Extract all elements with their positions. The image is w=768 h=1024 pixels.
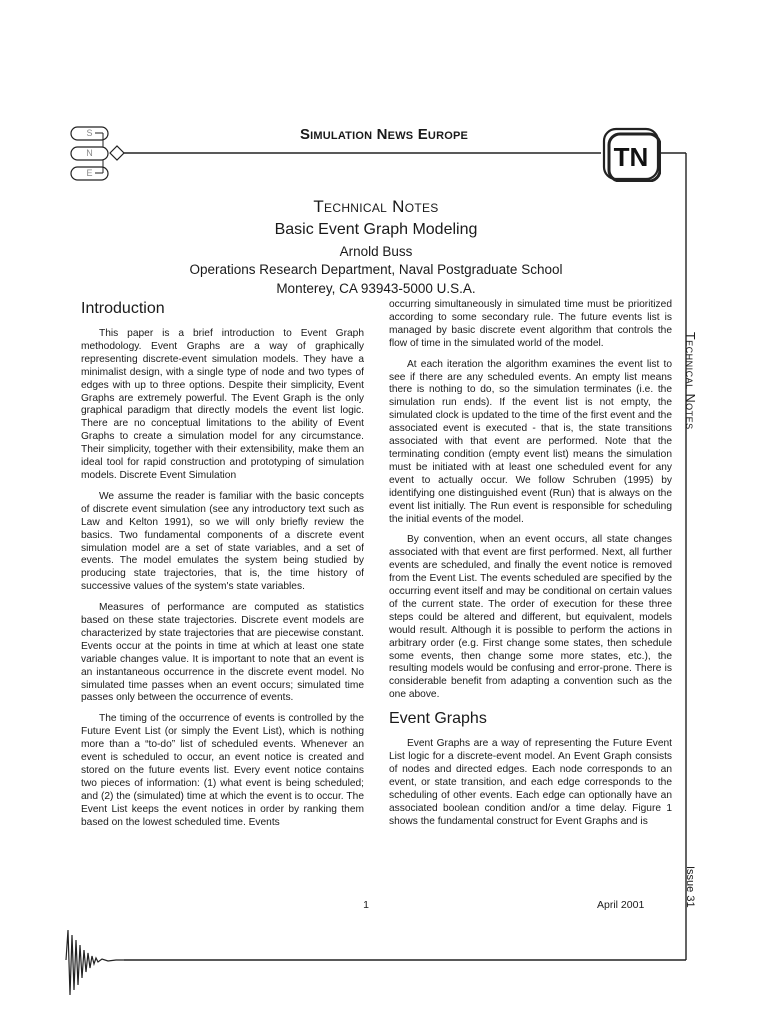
journal-name-n: N — [376, 126, 388, 143]
logo-letter-s: S — [86, 128, 93, 138]
side-section-label: Technical Notes — [683, 332, 697, 430]
author-affiliation: Operations Research Department, Naval Postgraduate School — [189, 262, 563, 277]
issue-label: Issue 31 — [684, 866, 696, 908]
logo-letter-e: E — [86, 168, 93, 178]
left-column — [81, 300, 364, 874]
page-number: 1 — [363, 899, 369, 911]
event-graphs-heading: Event Graphs — [389, 710, 487, 728]
left-paragraph-4: The timing of the occurrence of events is controlled by the Future Event List (or simply the Event List), which is nothing more than a “to-do” list of scheduled events. Whenever an event is scheduled to occur, an event notice is created and stored on the future events list. Every event notice contains two pieces of information: (1) what event is being scheduled; and (2) the (simulated) time at which the event is to occur. The Event List keeps the event notices in order by ranking them based on the lowest scheduled time. Events — [81, 713, 364, 828]
right-paragraph-3: By convention, when an event occurs, all state changes associated with that event are first performed. Next, all further events are scheduled, and finally the event notice is removed from the Event List. The events scheduled are specified by the occurring event itself and may be conditional on certain values of the current state. The order of execution for these three steps could be altered and different, but equivalent, models would result. Although it is possible to perform the actions in arbitrary order (e.g. First change some states, then schedule some events, then change some more states, etc.), the resulting models would be confusing and error-prone. There is considerable benefit from adapting a convention such as the one above. — [389, 534, 672, 701]
issue-date: April 2001 — [597, 899, 645, 911]
journal-name-part1: imulation — [310, 126, 377, 143]
left-paragraph-3: Measures of performance are computed as statistics based on these state trajectories. Discrete event models are characterized by state trajectories that are piecewise constant. Events occur at the points in time at which at least one state variable changes value. It is important to note that an event is an instantaneous occurrence in the discrete event model. No simulated time passes when an event occurs; simulated time passes only between the occurrence of events. — [81, 602, 364, 704]
section-title: Technical Notes — [313, 197, 439, 216]
tn-logo-text: TN — [613, 142, 649, 172]
left-paragraph-1: This paper is a brief introduction to Event Graph methodology. Event Graphs are a way of graphically representing discrete-event simulation models. They have a minimalist design, with a single type of node and two types of edges with up to three options. Despite their simplicity, Event Graphs are extremely powerful. The Event Graph is the only graphical paradigm that directly models the event list logic. There are no conceptual limitations to the ability of Event Graphs to create a simulation model for any circumstance. Their simplicity, together with their extensibility, make them an ideal tool for rapid construction and prototyping of simulation models. Discrete Event Simulation — [81, 328, 364, 481]
journal-name-part2: ews — [387, 126, 418, 143]
author-name: Arnold Buss — [339, 244, 413, 259]
right-paragraph-4: Event Graphs are a way of representing the Future Event List logic for a discrete-event model. An Event Graph consists of nodes and directed edges. Each node corresponds to an event, or state transition, and each edge corresponds to the scheduling of other events. Each edge can optionally have an associated boolean condition and/or a time delay. Figure 1 shows the fundamental construct for Event Graphs and is — [389, 738, 672, 827]
tn-logo-icon — [601, 126, 661, 182]
logo-letter-n: N — [86, 148, 93, 158]
journal-name-s: S — [299, 126, 311, 143]
waveform-icon — [66, 930, 124, 995]
journal-name-e: E — [417, 126, 428, 143]
right-paragraph-1: occurring simultaneously in simulated time must be prioritized according to some secondary rule. The future events list is managed by basic discrete event algorithm that controls the flow of time in the simulated world of the model. — [389, 299, 672, 349]
left-paragraph-2: We assume the reader is familiar with the basic concepts of discrete event simulation (see any introductory text such as Law and Kelton 1991), so we will only briefly review the basics. Two fundamental components of a discrete event simulation model are a set of state variables, and a set of events. The model emulates the system being studied by producing state trajectories, that is, the time history of successive values of the system's state variables. — [81, 490, 364, 593]
journal-name-part3: urope — [427, 126, 469, 143]
author-address: Monterey, CA 93943-5000 U.S.A. — [276, 281, 476, 296]
right-paragraph-2: At each iteration the algorithm examines the event list to see if there are any scheduled events. An empty list means there is nothing to do, so the simulation terminates (i.e. the simulation run ends). If the event list is not empty, the simulated clock is updated to the time of the first event and the associated event is executed - that is, the state transitions associated with that event are performed. Note that the terminating condition (empty event list) means the simulation must be initiated with at least one scheduled event for any event to actually occur. We follow Schruben (1995) by identifying one distinguished event (Run) that is always on the event list initially. The Run event is responsible for scheduling the initial events of the model. — [389, 358, 672, 525]
paper-title: Basic Event Graph Modeling — [274, 221, 478, 238]
introduction-heading: Introduction — [81, 300, 165, 317]
right-column — [389, 299, 672, 875]
